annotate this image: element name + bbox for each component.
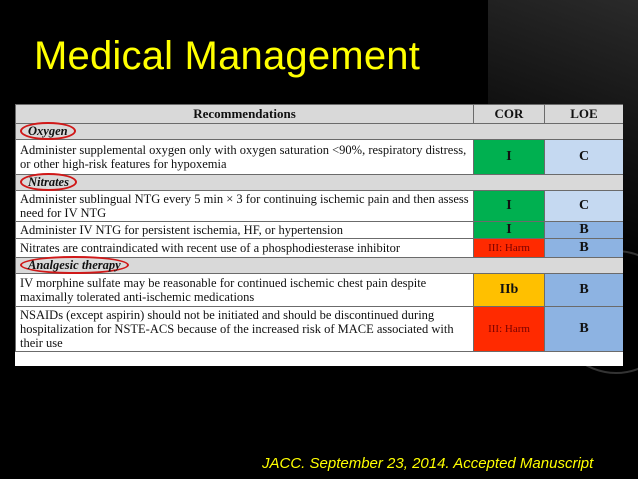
header-recommendations: Recommendations	[16, 105, 474, 124]
table-row	[16, 191, 624, 222]
citation-text: JACC. September 23, 2014. Accepted Manuscript	[262, 455, 594, 472]
cor-cell: I	[474, 140, 545, 175]
loe-cell: C	[545, 140, 624, 175]
table-row	[16, 274, 624, 307]
cor-cell: I	[474, 222, 545, 239]
recommendation-cell: Administer sublingual NTG every 5 min × 3 for continuing ischemic pain and then assess need for IV NTG	[16, 191, 474, 222]
cor-cell: I	[474, 191, 545, 222]
recommendation-cell: IV morphine sulfate may be reasonable for continued ischemic chest pain despite maximally tolerated anti-ischemic medications	[16, 274, 474, 307]
table-row	[16, 140, 624, 175]
table-row	[16, 222, 624, 239]
slide-title: Medical Management	[34, 34, 421, 78]
table-row	[16, 307, 624, 352]
cor-cell: IIb	[474, 274, 545, 307]
loe-cell: C	[545, 191, 624, 222]
loe-cell: B	[545, 274, 624, 307]
section-row-analgesic	[16, 258, 624, 274]
recommendation-cell: NSAIDs (except aspirin) should not be initiated and should be discontinued during hospitalization for NSTE-ACS because of the increased risk of MACE associated with their use	[16, 307, 474, 352]
section-label-nitrates: Nitrates	[20, 173, 77, 191]
loe-cell: B	[545, 239, 624, 258]
loe-cell: B	[545, 222, 624, 239]
cor-cell: III: Harm	[474, 239, 545, 258]
section-row-nitrates	[16, 175, 624, 191]
recommendations-table	[15, 104, 623, 366]
header-cor: COR	[474, 105, 545, 124]
recommendation-cell: Nitrates are contraindicated with recent use of a phosphodiesterase inhibitor	[16, 239, 474, 258]
section-label-oxygen: Oxygen	[20, 122, 76, 140]
table-header-row	[16, 105, 624, 124]
loe-cell: B	[545, 307, 624, 352]
header-loe: LOE	[545, 105, 624, 124]
cor-cell: III: Harm	[474, 307, 545, 352]
section-label-analgesic: Analgesic therapy	[20, 256, 129, 274]
recommendation-cell: Administer IV NTG for persistent ischemia, HF, or hypertension	[16, 222, 474, 239]
recommendation-cell: Administer supplemental oxygen only with oxygen saturation <90%, respiratory distress, or other high-risk features for hypoxemia	[16, 140, 474, 175]
section-row-oxygen	[16, 124, 624, 140]
table-row	[16, 239, 624, 258]
